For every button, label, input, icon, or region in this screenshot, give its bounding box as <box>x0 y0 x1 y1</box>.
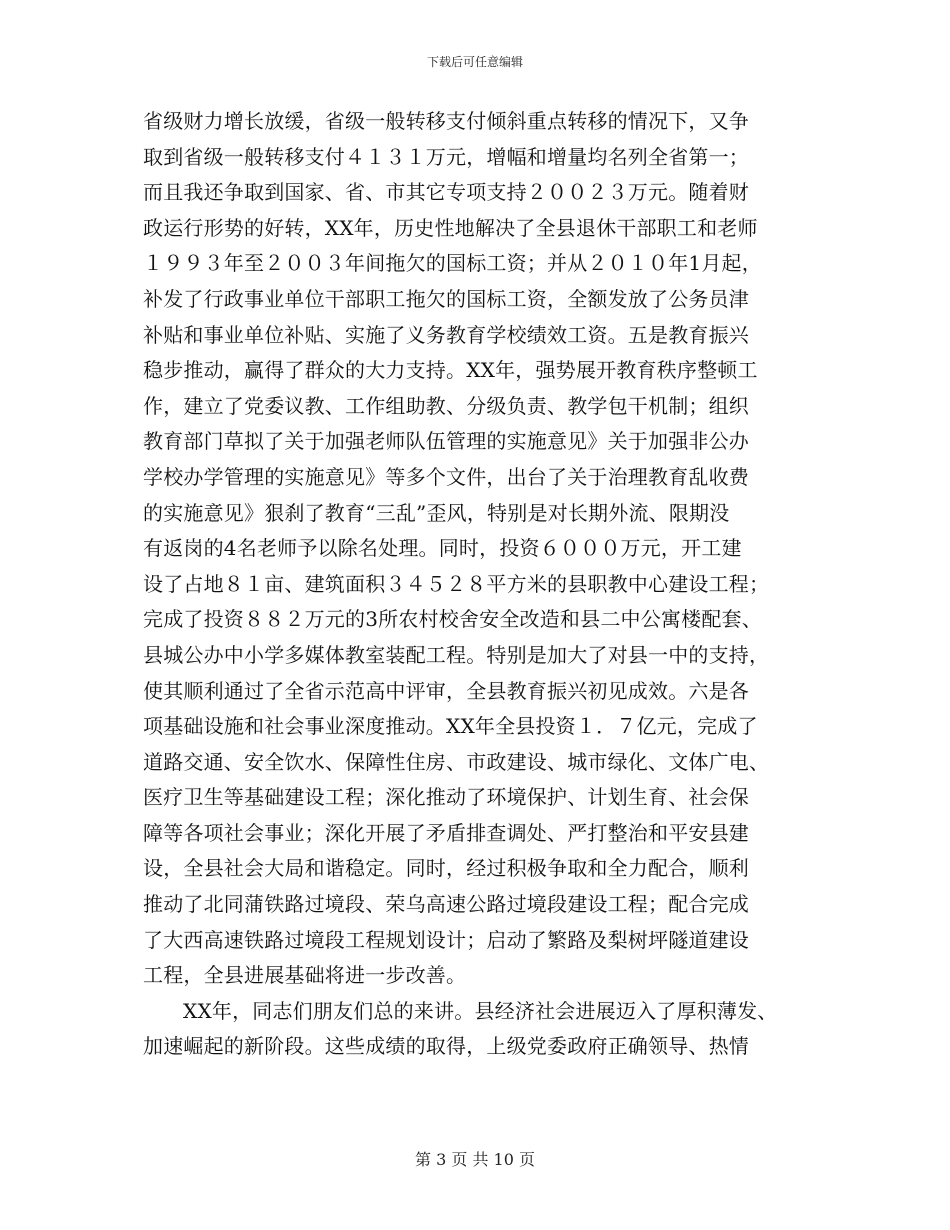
text-line: 作，建立了党委议教、工作组助教、分级负责、教学包干机制；组织 <box>143 393 749 418</box>
text-line: 使其顺利通过了全省示范高中评审，全县教育振兴初见成效。六是各 <box>143 678 749 703</box>
text-line: 而且我还争取到国家、省、市其它专项支持２００２３万元。随着财 <box>143 180 749 205</box>
text-line: 省级财力增长放缓，省级一般转移支付倾斜重点转移的情况下，又争 <box>143 109 749 133</box>
text-line: 了大西高速铁路过境段工程规划设计；启动了繁路及梨树坪隧道建设 <box>143 927 749 952</box>
page-number-text: 第 3 页 共 10 页 <box>415 1150 535 1169</box>
text-line: 稳步推动，赢得了群众的大力支持。XX年，强势展开教育秩序整顿工 <box>143 358 758 383</box>
text-line: １９９３年至２００３年间拖欠的国标工资；并从２０１０年1月起， <box>143 251 762 276</box>
text-line: 学校办学管理的实施意见》等多个文件，出台了关于治理教育乱收费 <box>143 464 749 489</box>
text-line: 的实施意见》狠刹了教育“三乱”歪风，特别是对长期外流、限期没 <box>143 500 730 525</box>
text-line: 工程，全县进展基础将进一步改善。 <box>143 963 467 988</box>
page-header: 下载后可任意编辑 <box>426 55 523 69</box>
text-line: 加速崛起的新阶段。这些成绩的取得，上级党委政府正确领导、热情 <box>143 1034 749 1059</box>
text-line: 推动了北同蒲铁路过境段、荣乌高速公路过境段建设工程；配合完成 <box>143 892 749 917</box>
text-line: 道路交通、安全饮水、保障性住房、市政建设、城市绿化、文体广电、 <box>143 749 770 774</box>
text-line: 项基础设施和社会事业深度推动。XX年全县投资１．７亿元，完成了 <box>143 714 758 739</box>
text-line: 有返岗的4名老师予以除名处理。同时，投资６０００万元，开工建 <box>143 536 742 561</box>
text-line: 设，全县社会大局和谐稳定。同时，经过积极争取和全力配合，顺利 <box>143 856 749 881</box>
document-body <box>143 104 823 1065</box>
text-line: 县城公办中小学多媒体教室装配工程。特别是加大了对县一中的支持， <box>143 642 770 667</box>
text-line: 医疗卫生等基础建设工程；深化推动了环境保护、计划生育、社会保 <box>143 785 749 810</box>
text-line: 政运行形势的好转，XX年，历史性地解决了全县退休干部职工和老师 <box>143 215 758 240</box>
text-line: 补贴和事业单位补贴、实施了义务教育学校绩效工资。五是教育振兴 <box>143 322 749 347</box>
paragraph-start-line: XX年，同志们朋友们总的来讲。县经济社会进展迈入了厚积薄发、 <box>183 998 778 1023</box>
text-line: 完成了投资８８２万元的3所农村校舍安全改造和县二中公寓楼配套、 <box>143 607 762 632</box>
text-line: 设了占地８１亩、建筑面积３４５２８平方米的县职教中心建设工程； <box>143 571 770 596</box>
text-line: 补发了行政事业单位干部职工拖欠的国标工资，全额发放了公务员津 <box>143 286 749 311</box>
text-line: 取到省级一般转移支付４１３１万元，增幅和增量均名列全省第一； <box>143 144 749 169</box>
text-line: 教育部门草拟了关于加强老师队伍管理的实施意见》关于加强非公办 <box>143 429 749 454</box>
text-line: 障等各项社会事业；深化开展了矛盾排查调处、严打整治和平安县建 <box>143 820 749 845</box>
page-number-footer <box>0 1150 950 1170</box>
